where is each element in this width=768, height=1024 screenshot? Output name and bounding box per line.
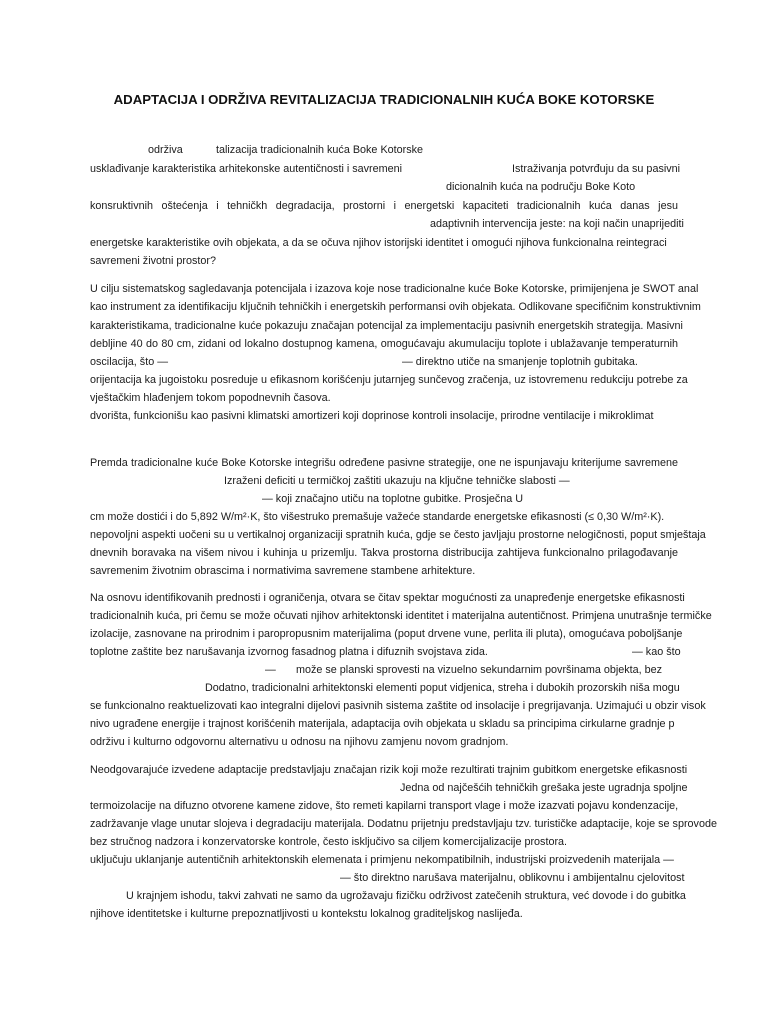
text-line: kao instrument za identifikaciju ključnih tehničkih i energetskih performansi ovih objekata. Odlikovane specifičnim konstruktivnim [90,301,701,313]
text-line: tradicionalnih kuća, pri čemu se može očuvati njihov arhitektonski identitet i materijalna autentičnost. Primjena unutrašnje termičke [90,610,712,622]
text-line: dicionalnih kuća na području Boke Koto [446,181,636,193]
text-line: se funkcionalno reaktuelizovati kao integralni dijelovi pasivnih sistema zaštite od insolacije i pregrijavanja. Uzimajući u obzir visok [90,700,706,712]
text-line: Premda tradicionalne kuće Boke Kotorske integrišu određene pasivne strategije, one ne ispunjavaju kriterijume savremene [90,457,678,469]
text-line: debljine 40 do 80 cm, zidani od lokalno dostupnog kamena, omogućavaju akumulaciju toplote i ublažavanje temperaturnih [90,338,678,350]
document-title: ADAPTACIJA I ODRŽIVA REVITALIZACIJA TRADICIONALNIH KUĆA BOKE KOTORSKE [113,92,655,107]
text-line: oscilacija, što — [90,356,169,368]
text-line: termoizolacije na difuzno otvorene kamene zidove, što remeti kapilarni transport vlage i može izazvati pojavu kondenzacije, [90,800,679,812]
text-line: njihove identitetske i kulturne prepoznatljivosti u kontekstu lokalnog graditeljskog naslijeđa. [90,908,523,920]
text-line: konsruktivnih oštećenja i tehničkh degradacija, prostorni i energetski kapaciteti tradicionalnih kuća danas jesu [90,200,678,212]
text-line: Na osnovu identifikovanih prednosti i ograničenja, otvara se čitav spektar mogućnosti za unapređenje energetske efikasnosti [90,592,685,604]
text-line: U krajnjem ishodu, takvi zahvati ne samo da ugrožavaju fizičku održivost zatečenih struktura, već dovode i do gubitka [126,890,686,902]
text-line: orijentacija ka jugoistoku posreduje u efikasnom korišćenju jutarnjeg sunčevog zračenja, uz istovremenu redukciju potrebe za [90,374,688,386]
text-line: karakteristikama, tradicionalne kuće pokazuju značajan potencijal za implementaciju pasivnih energetskih strategija. Masivni [90,320,683,332]
text-line: savremeni životni prostor? [90,255,217,267]
text-line: održiva [148,144,183,156]
text-line: bez stručnog nadzora i konzervatorske kontrole, često isključivo sa ciljem komercijalizacije prostora. [90,836,568,848]
text-line: — kao što [632,646,681,658]
text-line: nepovoljni aspekti uočeni su u vertikalnoj organizaciji spratnih kuća, gdje se često javljaju prostorne nelogičnosti, poput smještaja [90,529,706,541]
text-line: U cilju sistematskog sagledavanja potencijala i izazova koje nose tradicionalne kuće Boke Kotorske, primijenjena je SWOT anal [90,283,699,295]
text-line: cm može dostići i do 5,892 W/m²·K, što višestruko premašuje važeće standarde energetske efikasnosti (≤ 0,30 W/m²·K). [90,511,665,523]
text-line: Neodgovarajuće izvedene adaptacije predstavljaju značajan rizik koji može rezultirati trajnim gubitkom energetske efikasnosti [90,764,688,776]
text-line: — [265,664,276,676]
text-line: adaptivnih intervencija jeste: na koji način unaprijediti [430,218,684,230]
text-line: — direktno utiče na smanjenje toplotnih gubitaka. [402,356,638,368]
text-line: održivu i kulturno odgovornu alternativu u odnosu na njihovu zamjenu novom gradnjom. [90,736,509,748]
text-line: Izraženi deficiti u termičkoj zaštiti ukazuju na ključne tehničke slabosti — [224,475,570,487]
text-line: dvorišta, funkcionišu kao pasivni klimatski amortizeri koji doprinose kontroli insolacije, prirodne ventilacije i mikroklimat [90,410,654,422]
text-line: Jedna od najčešćih tehničkih grešaka jeste ugradnja spoljne [400,782,688,794]
text-line: energetske karakteristike ovih objekata, a da se očuva njihov istorijski identitet i omogući njihova funkcionalna reintegraci [90,237,667,249]
text-line: nivo ugrađene energije i trajnost korišćenih materijala, adaptacija ovih objekata u skladu sa principima cirkularne gradnje p [90,718,675,730]
text-line: može se planski sprovesti na vizuelno sekundarnim površinama objekta, bez [296,664,663,676]
text-line: dnevnih boravaka na višem nivou i kuhinja u prizemlju. Takva prostorna distribucija zahtijeva funkcionalno prilagođavanje [90,547,678,559]
text-line: zadržavanje vlage unutar slojeva i degradaciju materijala. Dodatnu prijetnju predstavljaju tzv. turističke adaptacije, koje se sprovode [90,818,717,830]
text-line: vještačkim hlađenjem tokom popodnevnih časova. [90,392,331,404]
text-line: izolacije, zasnovane na prirodnim i paropropusnim materijalima (poput drvene vune, perlita ili pluta), omogućava poboljšanje [90,628,683,640]
text-line: usklađivanje karakteristika arhitekonske autentičnosti i savremeni [90,163,403,175]
text-line: savremenim životnim obrascima i normativima savremene stambene arhitekture. [90,565,476,577]
text-line: Istraživanja potvrđuju da su pasivni [512,163,681,175]
text-line: — što direktno narušava materijalnu, oblikovnu i ambijentalnu cjelovitost [340,872,685,884]
text-line: Dodatno, tradicionalni arhitektonski elementi poput vidjenica, streha i dubokih prozorskih niša mogu [205,682,680,694]
text-line: talizacija tradicionalnih kuća Boke Kotorske [216,144,424,156]
text-line: — koji značajno utiču na toplotne gubitke. Prosječna U [262,493,524,505]
text-line: toplotne zaštite bez narušavanja izvornog fasadnog platna i difuznih svojstava zida. [90,646,488,658]
text-line: uključuju uklanjanje autentičnih arhitektonskih elemenata i primjenu nekompatibilnih, industrijski proizvedenih materijala — [90,854,674,866]
